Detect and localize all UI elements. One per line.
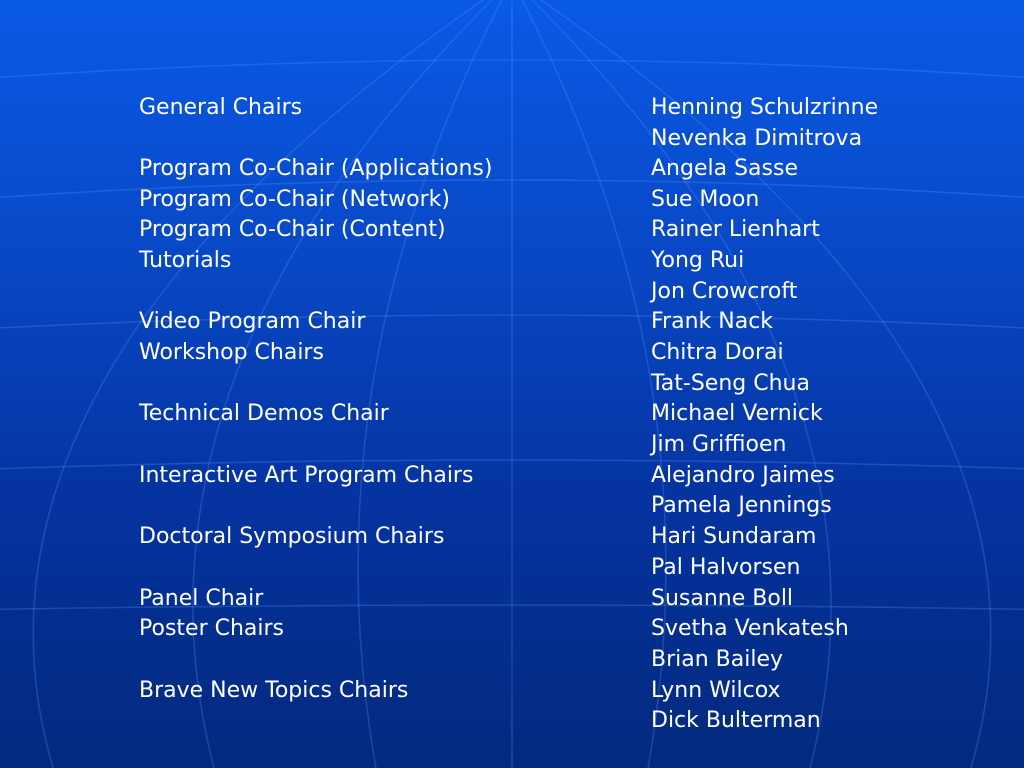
committee-member: Henning Schulzrinne xyxy=(651,95,879,120)
committee-role: General Chairs xyxy=(139,95,303,120)
committee-row xyxy=(0,93,1024,123)
committee-member: Rainer Lienhart xyxy=(651,217,820,242)
committee-member: Yong Rui xyxy=(651,248,745,273)
committee-role: Panel Chair xyxy=(139,586,264,611)
committee-member: Lynn Wilcox xyxy=(651,678,781,703)
committee-role: Interactive Art Program Chairs xyxy=(139,463,474,488)
committee-member: Susanne Boll xyxy=(651,586,794,611)
committee-row xyxy=(0,614,1024,644)
committee-member: Chitra Dorai xyxy=(651,340,784,365)
committee-role: Brave New Topics Chairs xyxy=(139,678,409,703)
committee-row xyxy=(0,369,1024,399)
committee-role: Poster Chairs xyxy=(139,616,285,641)
committee-row xyxy=(0,491,1024,521)
committee-member: Pamela Jennings xyxy=(651,493,832,518)
committee-role: Program Co-Chair (Network) xyxy=(139,187,450,212)
committee-member: Pal Halvorsen xyxy=(651,555,801,580)
committee-row xyxy=(0,676,1024,706)
committee-role: Technical Demos Chair xyxy=(139,401,389,426)
committee-row xyxy=(0,154,1024,184)
committee-row xyxy=(0,246,1024,276)
committee-role: Doctoral Symposium Chairs xyxy=(139,524,445,549)
committee-role: Workshop Chairs xyxy=(139,340,324,365)
committee-member: Tat-Seng Chua xyxy=(651,371,810,396)
committee-member: Svetha Venkatesh xyxy=(651,616,849,641)
committee-row xyxy=(0,553,1024,583)
committee-row xyxy=(0,399,1024,429)
committee-row xyxy=(0,307,1024,337)
committee-member: Hari Sundaram xyxy=(651,524,817,549)
committee-member: Jim Griffioen xyxy=(651,432,787,457)
committee-row xyxy=(0,706,1024,736)
committee-member: Angela Sasse xyxy=(651,156,798,181)
committee-member: Dick Bulterman xyxy=(651,708,821,733)
committee-member: Nevenka Dimitrova xyxy=(651,126,863,151)
committee-row xyxy=(0,461,1024,491)
committee-member: Frank Nack xyxy=(651,309,774,334)
committee-member: Sue Moon xyxy=(651,187,760,212)
committee-role: Video Program Chair xyxy=(139,309,366,334)
committee-member: Jon Crowcroft xyxy=(651,279,798,304)
committee-row xyxy=(0,185,1024,215)
committee-row xyxy=(0,584,1024,614)
committee-row xyxy=(0,430,1024,460)
committee-row xyxy=(0,277,1024,307)
committee-row xyxy=(0,338,1024,368)
committee-member: Michael Vernick xyxy=(651,401,823,426)
committee-role: Program Co-Chair (Content) xyxy=(139,217,446,242)
committee-role: Tutorials xyxy=(139,248,232,273)
committee-member: Alejandro Jaimes xyxy=(651,463,835,488)
committee-member: Brian Bailey xyxy=(651,647,784,672)
committee-role: Program Co-Chair (Applications) xyxy=(139,156,493,181)
committee-row xyxy=(0,522,1024,552)
committee-row xyxy=(0,124,1024,154)
committee-row xyxy=(0,215,1024,245)
committee-row xyxy=(0,645,1024,675)
